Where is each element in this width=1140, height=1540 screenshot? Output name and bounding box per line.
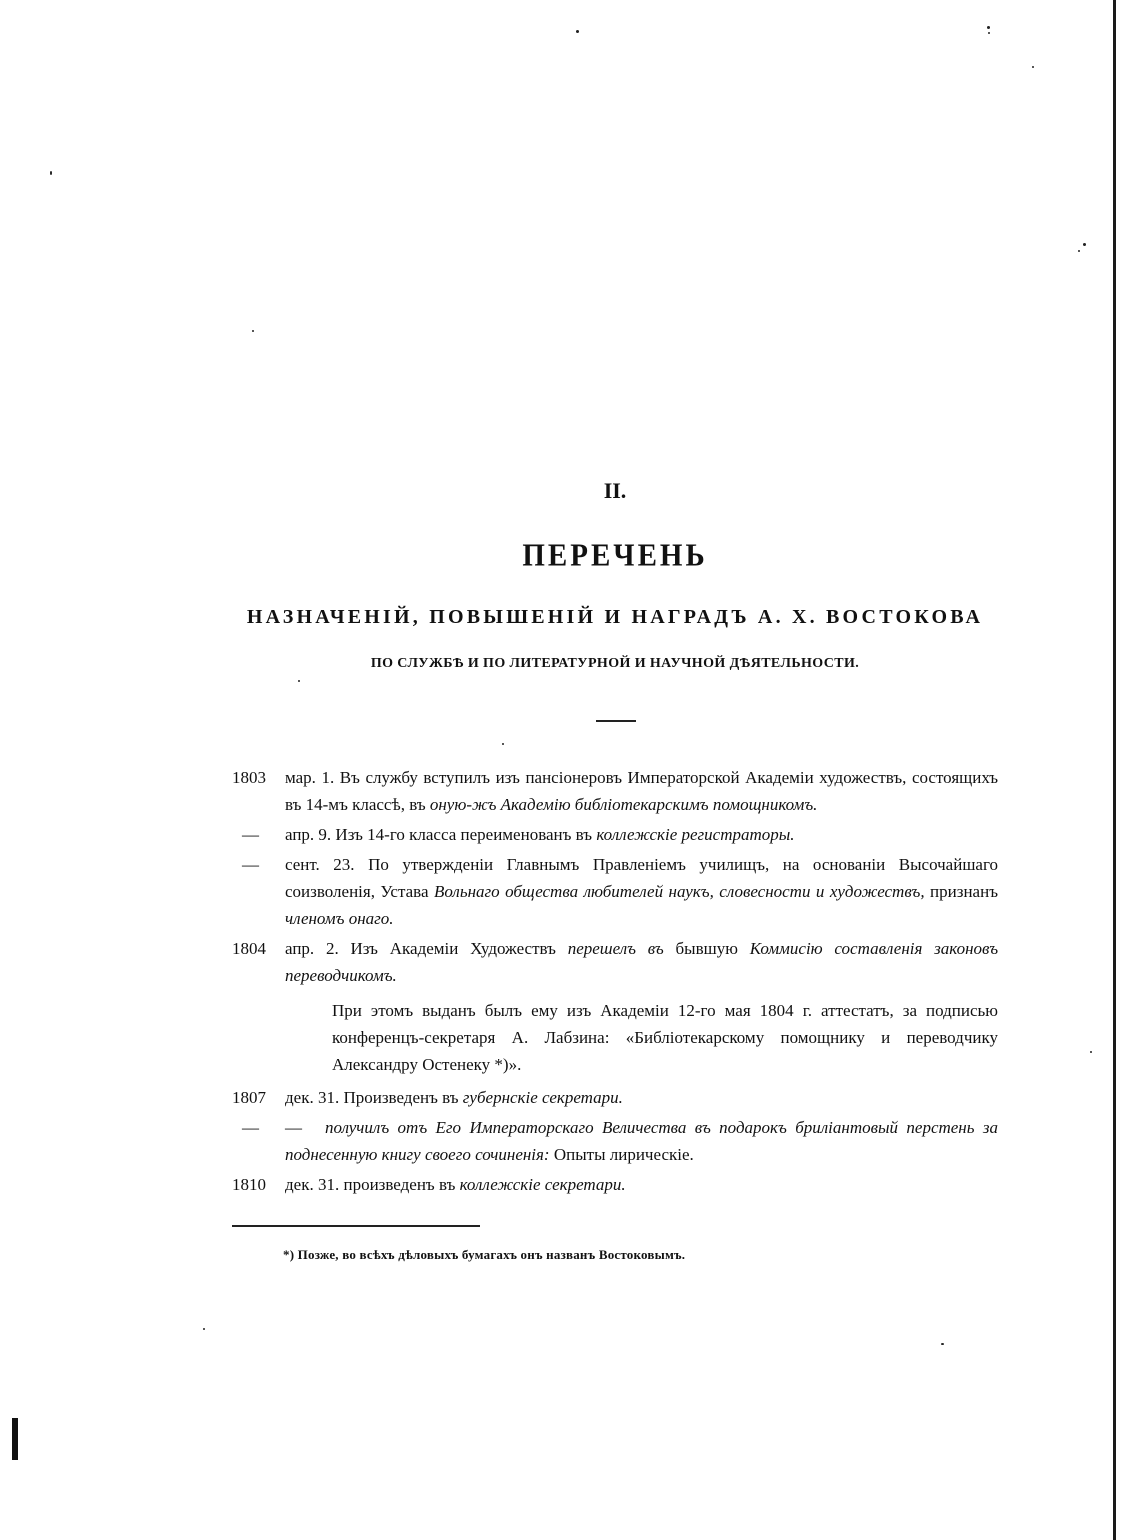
entry-date: дек. 31.: [285, 1175, 340, 1194]
entry-date: апр. 2.: [285, 939, 339, 958]
page-title: ПЕРЕЧЕНЬ: [522, 538, 708, 574]
entry-1810-dec: [232, 1171, 998, 1198]
entry-1803-apr: [232, 821, 998, 848]
entries-list: [232, 764, 998, 1201]
entry-text: бывшую: [663, 939, 750, 958]
entry-emphasis: Вольнаго общества любителей наукъ, словесности и художествъ,: [433, 882, 925, 901]
entry-emphasis: губернскіе секретари.: [462, 1088, 623, 1107]
entry-text: Опыты лирическіе.: [549, 1145, 694, 1164]
entry-year-dash: —: [242, 855, 259, 874]
entry-emphasis: оную-жъ Академію библіотекарскимъ помощникомъ.: [429, 795, 818, 814]
page-subtitle: НАЗНАЧЕНІЙ, ПОВЫШЕНІЙ И НАГРАДЪ А. Х. ВОСТОКОВА: [246, 606, 984, 628]
entry-text: Изъ Академіи Художествъ: [338, 939, 568, 958]
entry-emphasis: перешелъ въ: [567, 939, 664, 958]
entry-date: апр. 9.: [285, 825, 332, 844]
entry-1804-apr: [232, 935, 998, 989]
entry-year: 1804: [232, 939, 266, 958]
entry-year: 1810: [232, 1175, 266, 1194]
title-divider: [596, 720, 636, 722]
entry-1807-dec: [232, 1084, 998, 1111]
footnote: *) Позже, во всѣхъ дѣловыхъ бумагахъ онъ названъ Востоковымъ.: [283, 1247, 686, 1262]
page-edge-line: [1113, 0, 1116, 1540]
entry-text: произведенъ въ: [339, 1175, 460, 1194]
entry-text: признанъ: [924, 882, 998, 901]
entry-date: сент. 23.: [285, 855, 355, 874]
entry-emphasis: получилъ отъ Его Императорскаго Величества въ подарокъ бриліантовый перстень за поднесенную книгу своего сочиненія:: [285, 1118, 998, 1164]
entry-text: Въ службу вступилъ изъ пансіонеровъ Императорской Академіи художествъ, состоящихъ въ 14-мъ классѣ, въ: [285, 768, 998, 814]
entry-date: мар. 1.: [285, 768, 335, 787]
entry-1807-gift: [232, 1114, 998, 1168]
entry-year: 1807: [232, 1088, 266, 1107]
entry-date: дек. 31.: [285, 1088, 340, 1107]
footnote-divider: [232, 1225, 480, 1227]
entry-year-dash: —: [242, 825, 259, 844]
section-number: II.: [603, 478, 627, 503]
entry-text: Изъ 14-го класса переименованъ въ: [331, 825, 597, 844]
entry-emphasis: коллежскіе секретари.: [459, 1175, 626, 1194]
entry-1803-sep: [232, 851, 998, 932]
note-text: При этомъ выданъ былъ ему изъ Академіи 12-го мая 1804 г. аттестатъ, за подписью конференцъ-секретаря А. Лабзина: «Библіотекарскому помощнику и переводчику Александру Остенеку *)».: [332, 1001, 998, 1074]
entry-emphasis: коллежскіе регистраторы.: [596, 825, 795, 844]
entry-note: [232, 997, 998, 1078]
entry-text: По утвержденіи Главнымъ Правленіемъ училищъ, на основаніи Высочайшаго соизволенія, Устава: [285, 855, 999, 901]
page-edge-mark: [12, 1418, 18, 1460]
entry-year-dash: —: [242, 1118, 259, 1137]
entry-text: Произведенъ въ: [339, 1088, 463, 1107]
entry-emphasis: членомъ онаго.: [285, 909, 394, 928]
page-subtitle-secondary: ПО СЛУЖБѢ И ПО ЛИТЕРАТУРНОЙ И НАУЧНОЙ ДѢЯТЕЛЬНОСТИ.: [370, 656, 860, 671]
entry-1803-mar: [232, 764, 998, 818]
entry-date-dash: —: [285, 1118, 302, 1137]
entry-year: 1803: [232, 768, 266, 787]
entry-emphasis: Коммисію составленія законовъ переводчикомъ.: [285, 939, 999, 985]
